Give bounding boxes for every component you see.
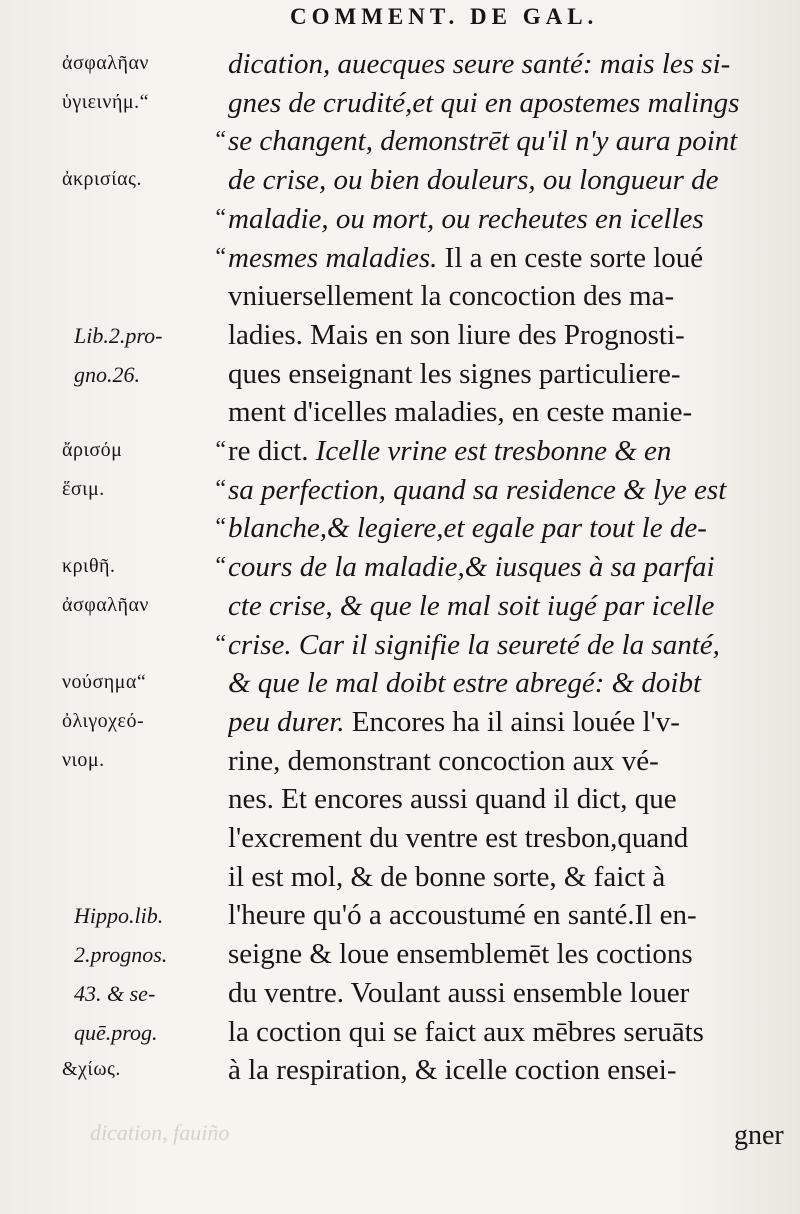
quote-mark: “ [215,514,226,541]
text-line [228,859,798,897]
quote-mark: “ [215,630,226,657]
quote-mark: “ [215,127,226,154]
margin-note: ὀλιγοχεό- [62,709,145,732]
line-text: gnes de crudité,et qui en apostemes malings [228,86,740,119]
margin-note: ἄρισόμ [62,439,123,461]
margin-note: 2.prognos. [74,942,168,968]
line-text: de crise, ou bien douleurs, ou longueur de [228,164,719,197]
text-line [228,627,798,665]
text-line [228,433,798,471]
line-text: la coction qui se faict aux mēbres seruāts [228,1015,704,1048]
margin-note: Lib.2.pro- [74,322,163,348]
text-line [228,820,798,858]
line-text: cours de la maladie,& iusques à sa parfai [228,551,715,584]
line-text: vniuersellement la concoction des ma- [228,280,675,313]
line-text: ment d'icelles maladies, en ceste manie- [228,396,693,429]
line-text: nes. Et encores aussi quand il dict, que [228,783,677,816]
italic-span: peu durer. [228,705,352,738]
margin-note: ἀκρισίας. [62,168,142,191]
line-text: crise. Car il signifie la seureté de la santé, [228,628,720,661]
running-head: COMMENT. DE GAL. [290,4,599,29]
text-line [228,588,798,626]
line-text: re dict. [228,435,309,467]
text-line [228,743,798,781]
line-text: l'excrement du ventre est tresbon,quand [228,822,689,854]
text-line [228,85,798,123]
quote-mark: “ [215,243,226,270]
text-line [228,162,798,200]
text-line [228,549,798,587]
line-text: il est mol, & de bonne sorte, & faict à [228,860,666,893]
italic-span: mesmes maladies. [228,241,445,274]
margin-note: νούσημα“ [62,671,147,694]
text-line [228,897,798,935]
text-line [228,936,798,974]
line-text: maladie, ou mort, ou recheutes en icelles [228,202,704,235]
quote-mark: “ [215,553,226,580]
text-line [228,510,798,548]
text-line [228,46,798,84]
line-text: sa perfection, quand sa residence & lye est [228,473,727,506]
line-text: dication, auecques seure santé: mais les si- [228,48,731,80]
text-line [228,975,798,1013]
margin-note: 43. & se- [74,980,156,1006]
line-text: ques enseignant les signes particuliere- [228,357,681,390]
text-line [228,123,798,161]
margin-note: Hippo.lib. [74,903,164,929]
line-text: blanche,& legiere,et egale par tout le de- [228,512,707,545]
show-through-text: dication, fauiño [90,1120,230,1145]
margin-note: νιομ. [62,748,105,771]
text-line [228,704,798,742]
line-text: du ventre. Voulant aussi ensemble louer [228,976,690,1009]
margin-note: &χίως. [62,1058,121,1081]
margin-note: gno.26. [74,361,140,387]
margin-note: ἀσφαλῆαν [62,52,149,74]
text-line [228,356,798,394]
line-text: rine, demonstrant concoction aux vé- [228,744,659,777]
line-text: se changent, demonstrēt qu'il n'y aura point [228,125,738,158]
catchword: gner [734,1120,784,1151]
margin-note: ὑγιεινήμ.“ [62,90,150,113]
text-line [228,665,798,703]
text-line [228,278,798,316]
margin-note: ἀσφαλῆαν [62,593,149,616]
text-line [228,1052,798,1090]
text-line [228,781,798,819]
margin-note: κριθῆ. [62,555,116,578]
line-text: seigne & loue ensemblemēt les coctions [228,938,693,971]
quote-mark: “ [215,475,226,502]
quote-mark: “ [215,204,226,231]
line-text: Il a en ceste sorte loué [444,241,704,274]
text-line [228,201,798,239]
text-line [228,394,798,432]
line-text: ladies. Mais en son liure des Prognosti- [228,318,685,351]
text-line [228,240,798,278]
margin-note: ἕσιμ. [62,477,105,500]
text-line [228,472,798,510]
line-text: l'heure qu'ó a accoustumé en santé.Il en- [228,899,697,932]
text-line [228,1014,798,1052]
line-text: Encores ha il ainsi louée l'v- [351,705,680,738]
quote-mark: “ [215,437,226,463]
line-text: à la respiration, & icelle coction ensei- [228,1054,677,1087]
text-line [228,317,798,355]
italic-span: Icelle vrine est tresbonne & en [308,435,672,467]
margin-note: quē.prog. [74,1019,158,1045]
line-text: cte crise, & que le mal soit iugé par icelle [228,589,715,622]
line-text: & que le mal doibt estre abregé: & doibt [228,667,702,700]
